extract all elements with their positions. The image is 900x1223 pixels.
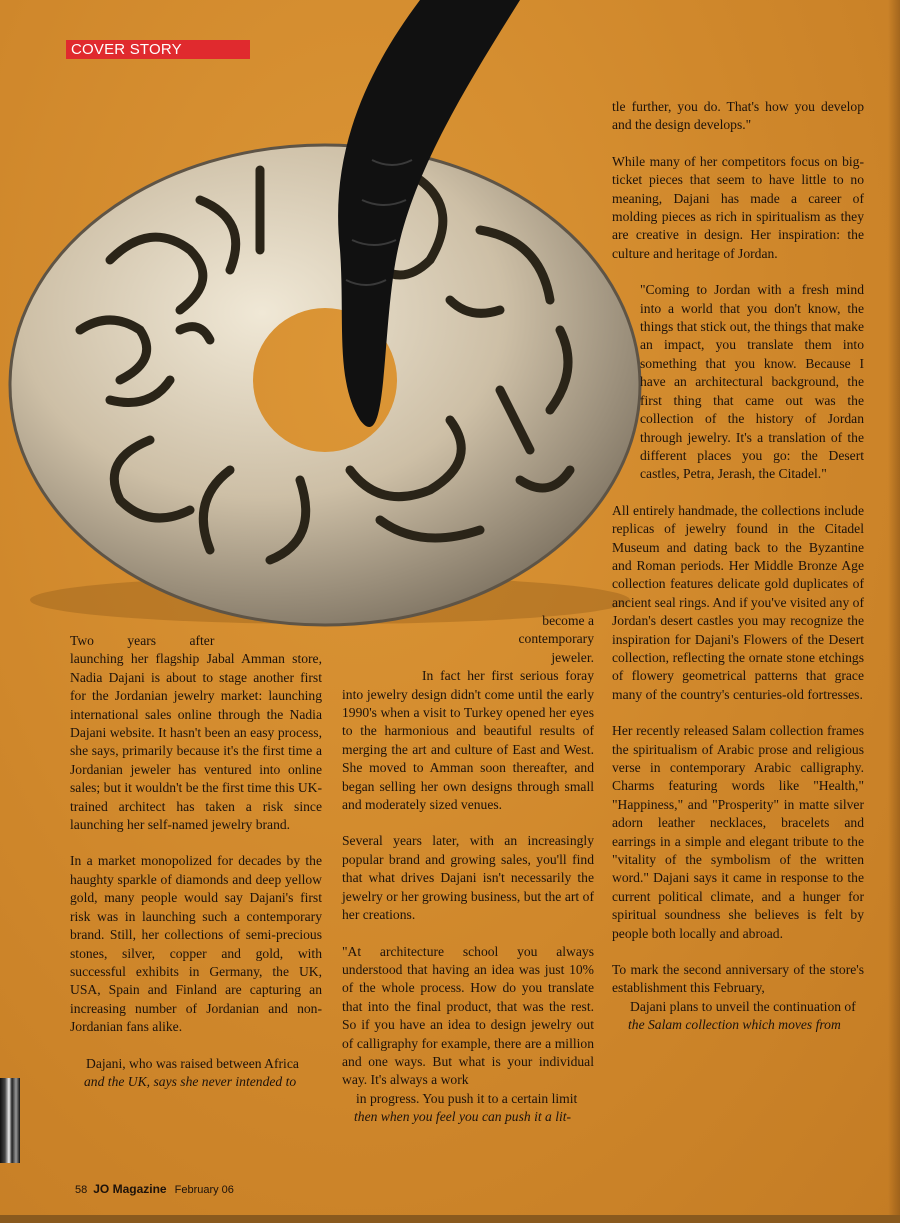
- paragraph: and the UK, says she never intended to: [84, 1073, 297, 1089]
- paragraph: Dajani, who was raised between Africa: [86, 1055, 299, 1071]
- page-footer: [75, 1182, 234, 1196]
- paragraph: tle further, you do. That's how you develop and the design develops.": [612, 99, 864, 133]
- binding-strip: [0, 1078, 20, 1163]
- paragraph: In a market monopolized for decades by the haughty sparkle of diamonds and deep yellow gold, many people would say Dajani's first risk was in launching such a contemporary brand. Still, her collections of semi-precious stones, silver, copper and gold, with successful exhibits in Germany, the UK, USA, Spain and Finland are capturing an increasing number of Jordanian and non-Jordanian fans alike.: [70, 853, 322, 1035]
- intro-line: Two years after: [70, 633, 215, 648]
- paragraph: All entirely handmade, the collections include replicas of jewelry found in the Citadel Museum and dating back to the Byzantine and Roman periods. Her Middle Bronze Age collection features delicate gold duplicates of ancient seal rings. And if you've visited any of Jordan's desert castles you may recognize the inspiration for Dajani's Flowers of the Desert collection, reflecting the ornate stone etchings of flowery geometrical patterns that grace many of the country's centuries-old fortresses.: [612, 502, 864, 702]
- page-bottom-edge: [0, 1215, 900, 1223]
- paragraph: Her recently released Salam collection frames the spiritualism of Arabic prose and religious verse in contemporary Arabic calligraphy. Charms featuring words like "Health," "Happiness," and "Prosperity" in matte silver adorn leather necklaces, bracelets and earrings in a simple and elegant tribute to the "vitality of the symbolism of the written word." Dajani says it came in response to the current political climate, and a hunger for spiritual soundness she believes is felt by people both locally and abroad.: [612, 723, 864, 941]
- article-column-3: [612, 98, 864, 1035]
- page-number: 58: [75, 1184, 88, 1196]
- page-edge-shadow: [888, 0, 900, 1223]
- paragraph-indent: [342, 667, 594, 814]
- article-column-1: [70, 632, 322, 1091]
- paragraph: While many of her competitors focus on big-ticket pieces that seem to have little to no meaning, Dajani has made a career of molding pieces as rich in spiritualism as they are creative in design. Her inspiration: the culture and heritage of Jordan.: [612, 153, 864, 261]
- section-rubric: COVER STORY: [66, 40, 250, 59]
- issue-date: February 06: [174, 1184, 234, 1196]
- article-column-2: [342, 612, 594, 1127]
- magazine-name: JO Magazine: [93, 1182, 167, 1196]
- paragraph: launching her flagship Jabal Amman store, Nadia Dajani is about to stage another first for the Jordanian jewelry market: launching international sales online through the Nadia Dajani website. It hasn't been an easy process, she says, primarily because it's the first time a Jordanian jeweler has ventured into online sales; but it wouldn't be the first time this UK-trained architect has taken a risk since launching her self-named jewelry brand.: [70, 651, 323, 833]
- calligraphy-pendant-image: [0, 0, 660, 640]
- paragraph: To mark the second anniversary of the store's establishment this February,: [612, 962, 864, 996]
- quote-paragraph: "Coming to Jordan with a fresh mind into a world that you don't know, the things that stick out, the things that make an impact, you translate them into something that you know. Because I have an architectural background, the first thing that came out was the collection of the history of Jordan through jewelry. It's a translation of the different places you go: the Desert castles, Petra, Jerash, the Citadel.": [640, 282, 864, 482]
- paragraph: in progress. You push it to a certain limit: [356, 1090, 578, 1106]
- paragraph: In fact her first serious foray into jewelry design didn't come until the early 1990's when a visit to Turkey opened her eyes to the harmonious and beautiful results of merging the art and culture of East and West. She moved to Amman soon thereafter, and began selling her own designs through small and moderately sized venues.: [342, 668, 594, 813]
- pendant-disc: [10, 145, 640, 625]
- quote-paragraph: "At architecture school you always understood that having an idea was just 10% of the whole process. How do you translate that into the final product, that was the rest. So if you have an idea to design jewelry out of calligraphy for example, there are a million and one ways. But what is your individual way. It's always a work: [342, 943, 594, 1088]
- paragraph: Dajani plans to unveil the continuation of: [630, 998, 856, 1014]
- paragraph: become a contemporary jeweler.: [518, 613, 594, 665]
- paragraph: the Salam collection which moves from: [628, 1017, 841, 1033]
- paragraph: then when you feel you can push it a lit-: [354, 1109, 572, 1125]
- paragraph: Several years later, with an increasingly popular brand and growing sales, you'll find that what drives Dajani isn't necessarily the jewelry or her growing business, but the art of her creations.: [342, 833, 594, 923]
